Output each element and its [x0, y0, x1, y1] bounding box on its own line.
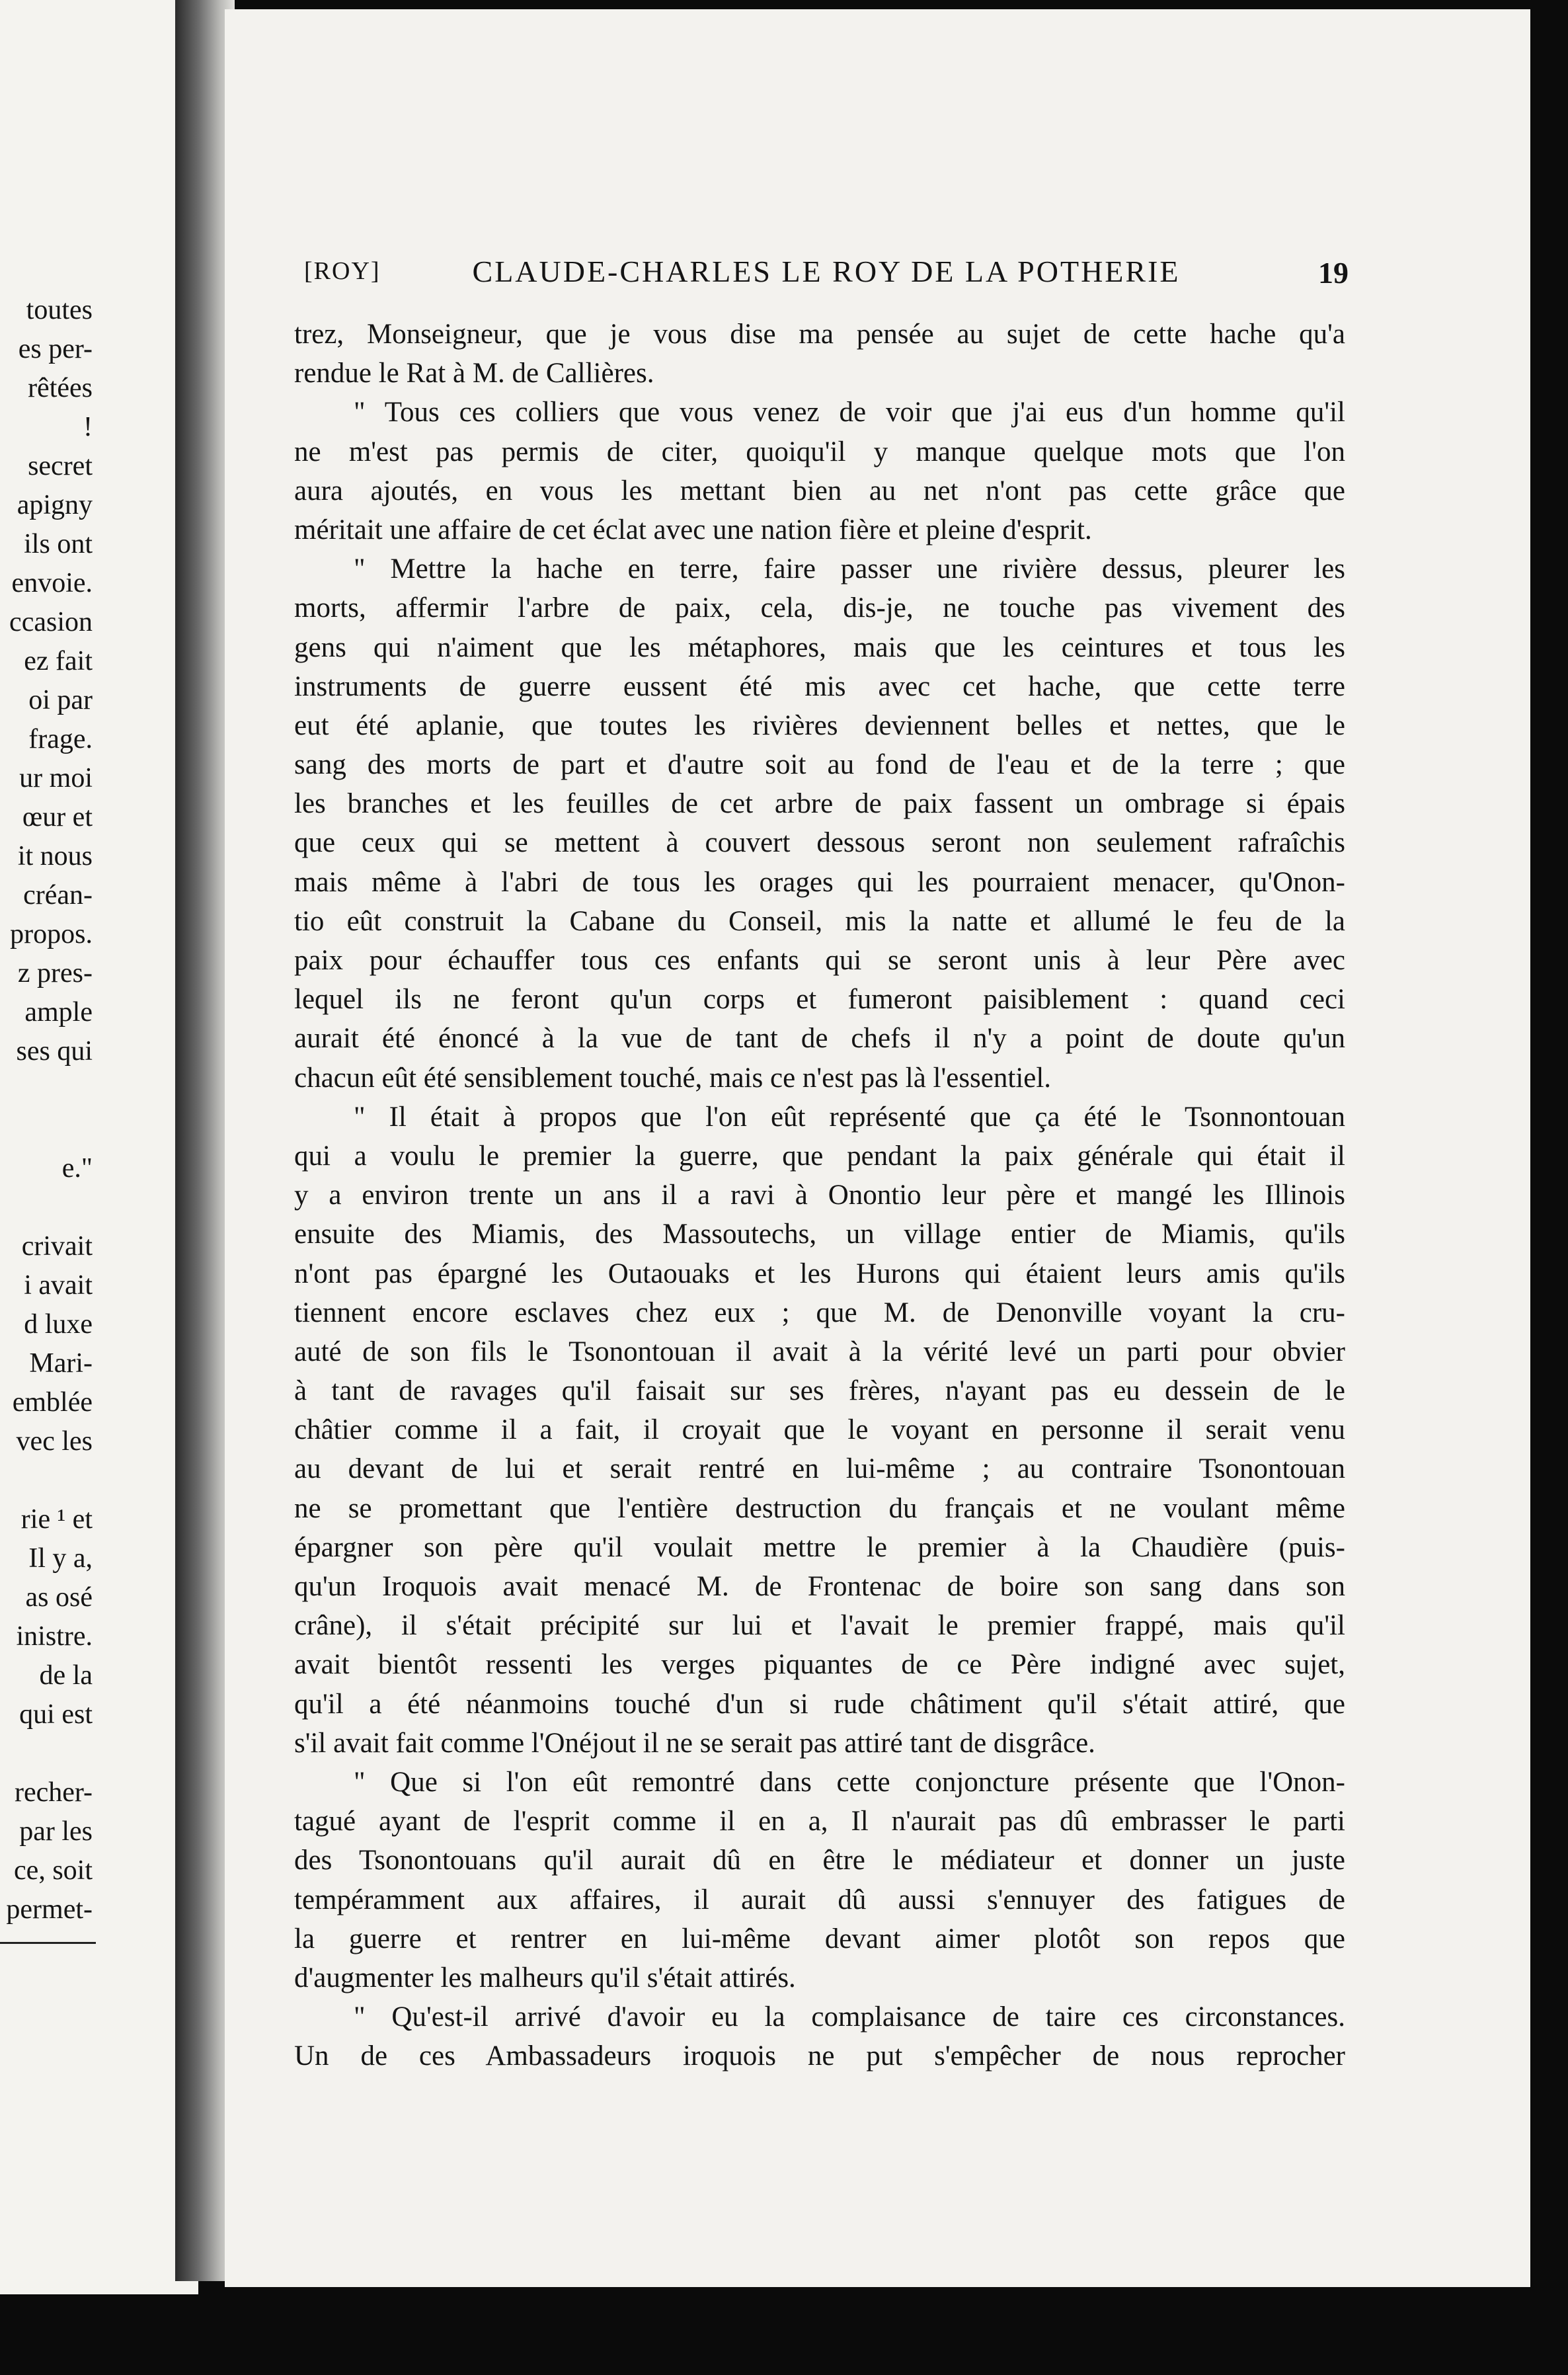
text-line: que ceux qui se mettent à couvert dessous seront non seulement rafraîchis [294, 827, 1345, 859]
text-line: morts, affermir l'arbre de paix, cela, dis-je, ne touche pas vivement des [294, 592, 1345, 624]
text-line: tempéramment aux affaires, il aurait dû aussi s'ennuyer des fatigues de [294, 1884, 1345, 1915]
text-line: gens qui n'aiment que les métaphores, mais que les ceintures et tous les [294, 631, 1345, 663]
scan-border [0, 2294, 1568, 2375]
left-page-line: ez fait [24, 646, 93, 676]
text-line: rendue le Rat à M. de Callières. [294, 358, 654, 389]
text-line: ne m'est pas permis de citer, quoiqu'il y manque quelque mots que l'on [294, 436, 1345, 467]
left-page-line [0, 1461, 93, 1500]
left-page-line: z pres- [17, 958, 93, 988]
text-line: à tant de ravages qu'il faisait sur ses frères, n'ayant pas eu dessein de le [294, 1375, 1345, 1407]
text-line: qu'un Iroquois avait menacé M. de Frontenac de boire son sang dans son [294, 1571, 1345, 1602]
page-title: CLAUDE-CHARLES LE ROY DE LA POTHERIE [472, 255, 1181, 288]
text-line: épargner son père qu'il voulait mettre le premier à la Chaudière (puis- [294, 1531, 1345, 1563]
left-page-line: Mari- [29, 1348, 93, 1379]
left-page-line: ils ont [24, 529, 93, 559]
text-line: paix pour échauffer tous ces enfants qui se seront unis à leur Père avec [294, 945, 1345, 976]
left-page-line: Il y a, [28, 1543, 93, 1574]
text-line: avait bientôt ressenti les verges piquantes de ce Père indigné avec sujet, [294, 1649, 1345, 1681]
body-text [294, 315, 1345, 2075]
running-head [304, 254, 1349, 294]
left-page-text [0, 291, 93, 1929]
left-page-line: permet- [6, 1894, 93, 1925]
text-line: crâne), il s'était précipité sur lui et l'avait le premier frappé, mais qu'il [294, 1610, 1345, 1642]
left-page-line: inistre. [16, 1621, 93, 1652]
text-line: lequel ils ne feront qu'un corps et fumeront paisiblement : quand ceci [294, 984, 1345, 1016]
left-page-line [0, 1110, 93, 1149]
section-tag: [ROY] [304, 257, 381, 285]
text-line: " Que si l'on eût remontré dans cette conjoncture présente que l'Onon- [354, 1766, 1345, 1798]
text-line: n'ont pas épargné les Outaouaks et les Hurons qui étaient leurs amis qu'ils [294, 1258, 1345, 1289]
text-line: d'augmenter les malheurs qu'il s'était attirés. [294, 1962, 796, 1993]
text-line: tiennent encore esclaves chez eux ; que M. de Denonville voyant la cru- [294, 1297, 1345, 1328]
left-page-line [0, 1734, 93, 1773]
book-page [225, 9, 1530, 2287]
left-page-line: crivait [21, 1231, 93, 1262]
footnote-rule [0, 1942, 96, 1944]
left-page-line: par les [19, 1816, 93, 1847]
text-line: chacun eût été sensiblement touché, mais ce n'est pas là l'essentiel. [294, 1062, 1052, 1094]
text-line: tagué ayant de l'esprit comme il en a, Il n'aurait pas dû embrasser le parti [294, 1806, 1345, 1837]
text-line: au devant de lui et serait rentré en lui-même ; au contraire Tsonontouan [294, 1453, 1345, 1485]
left-page-line: rêtées [28, 373, 93, 403]
text-line: sang des morts de part et d'autre soit au fond de l'eau et de la terre ; que [294, 749, 1345, 781]
left-page-line: envoie. [11, 568, 93, 598]
text-line: aura ajoutés, en vous les mettant bien au net n'ont pas cette grâce que [294, 475, 1345, 506]
left-page-line: ses qui [16, 1036, 93, 1067]
text-line: châtier comme il a fait, il croyait que le voyant en personne il serait venu [294, 1414, 1345, 1446]
text-line: ne se promettant que l'entière destruction du français et ne voulant même [294, 1492, 1345, 1524]
text-line: ensuite des Miamis, des Massoutechs, un village entier de Miamis, qu'ils [294, 1219, 1345, 1250]
left-page-line: es per- [18, 334, 93, 364]
left-page-line [0, 1071, 93, 1110]
left-page-line: œur et [22, 802, 93, 832]
text-line: trez, Monseigneur, que je vous dise ma pensée au sujet de cette hache qu'a [294, 319, 1345, 350]
left-page-line: apigny [17, 490, 93, 520]
left-page-line: emblée [12, 1387, 93, 1418]
text-line: aurait été énoncé à la vue de tant de chefs il n'y a point de doute qu'un [294, 1023, 1345, 1055]
text-line: les branches et les feuilles de cet arbre de paix fassent un ombrage si épais [294, 788, 1345, 820]
left-facing-page [0, 0, 198, 2294]
left-page-line: de la [39, 1660, 93, 1691]
text-line: " Il était à propos que l'on eût représenté que ça été le Tsonnontouan [354, 1101, 1345, 1133]
left-page-line: ! [83, 412, 93, 442]
left-page-line: qui est [19, 1699, 93, 1730]
left-page-line: oi par [28, 685, 93, 715]
text-line: des Tsonontouans qu'il aurait dû en être le médiateur et donner un juste [294, 1845, 1345, 1876]
text-line: la guerre et rentrer en lui-même devant aimer plotôt son repos que [294, 1923, 1345, 1954]
text-line: instruments de guerre eussent été mis avec cet hache, que cette terre [294, 670, 1345, 702]
left-page-line: it nous [17, 841, 93, 871]
left-page-line: e." [61, 1153, 93, 1184]
left-page-line: ccasion [9, 607, 93, 637]
left-page-line: i avait [24, 1270, 93, 1301]
left-page-line: rie ¹ et [20, 1504, 93, 1535]
text-line: " Tous ces colliers que vous venez de voir que j'ai eus d'un homme qu'il [354, 397, 1345, 428]
left-page-line: recher- [14, 1777, 93, 1808]
page-number: 19 [1318, 256, 1349, 290]
text-line: tio eût construit la Cabane du Conseil, mis la natte et allumé le feu de la [294, 905, 1345, 937]
text-line: " Qu'est-il arrivé d'avoir eu la complaisance de taire ces circonstances. [354, 2001, 1345, 2033]
text-line: " Mettre la hache en terre, faire passer une rivière dessus, pleurer les [354, 553, 1345, 585]
left-page-line: vec les [16, 1426, 93, 1457]
left-page-line: ur moi [19, 763, 93, 793]
left-page-line: secret [28, 451, 93, 481]
text-line: s'il avait fait comme l'Onéjout il ne se serait pas attiré tant de disgrâce. [294, 1727, 1095, 1759]
text-line: y a environ trente un ans il a ravi à Onontio leur père et mangé les Illinois [294, 1180, 1345, 1211]
left-page-line: ce, soit [14, 1855, 93, 1886]
left-page-line [0, 1188, 93, 1227]
left-page-line: toutes [26, 295, 93, 325]
left-page-line: as osé [25, 1582, 93, 1613]
text-line: auté de son fils le Tsonontouan il avait à la vérité levé un parti pour obvier [294, 1336, 1345, 1367]
text-line: Un de ces Ambassadeurs iroquois ne put s'empêcher de nous reprocher [294, 2040, 1345, 2072]
text-line: méritait une affaire de cet éclat avec une nation fière et pleine d'esprit. [294, 514, 1092, 545]
left-page-line: propos. [10, 919, 93, 949]
text-line: mais même à l'abri de tous les orages qui les pourraient menacer, qu'Onon- [294, 866, 1345, 898]
text-line: eut été aplanie, que toutes les rivières deviennent belles et nettes, que le [294, 709, 1345, 741]
text-line: qu'il a été néanmoins touché d'un si rude châtiment qu'il s'était attiré, que [294, 1688, 1345, 1720]
left-page-line: créan- [23, 880, 93, 910]
left-page-line: d luxe [24, 1309, 93, 1340]
text-line: qui a voulu le premier la guerre, que pendant la paix générale qui était il [294, 1140, 1345, 1172]
left-page-line: ample [24, 997, 93, 1027]
left-page-line: frage. [28, 724, 93, 754]
